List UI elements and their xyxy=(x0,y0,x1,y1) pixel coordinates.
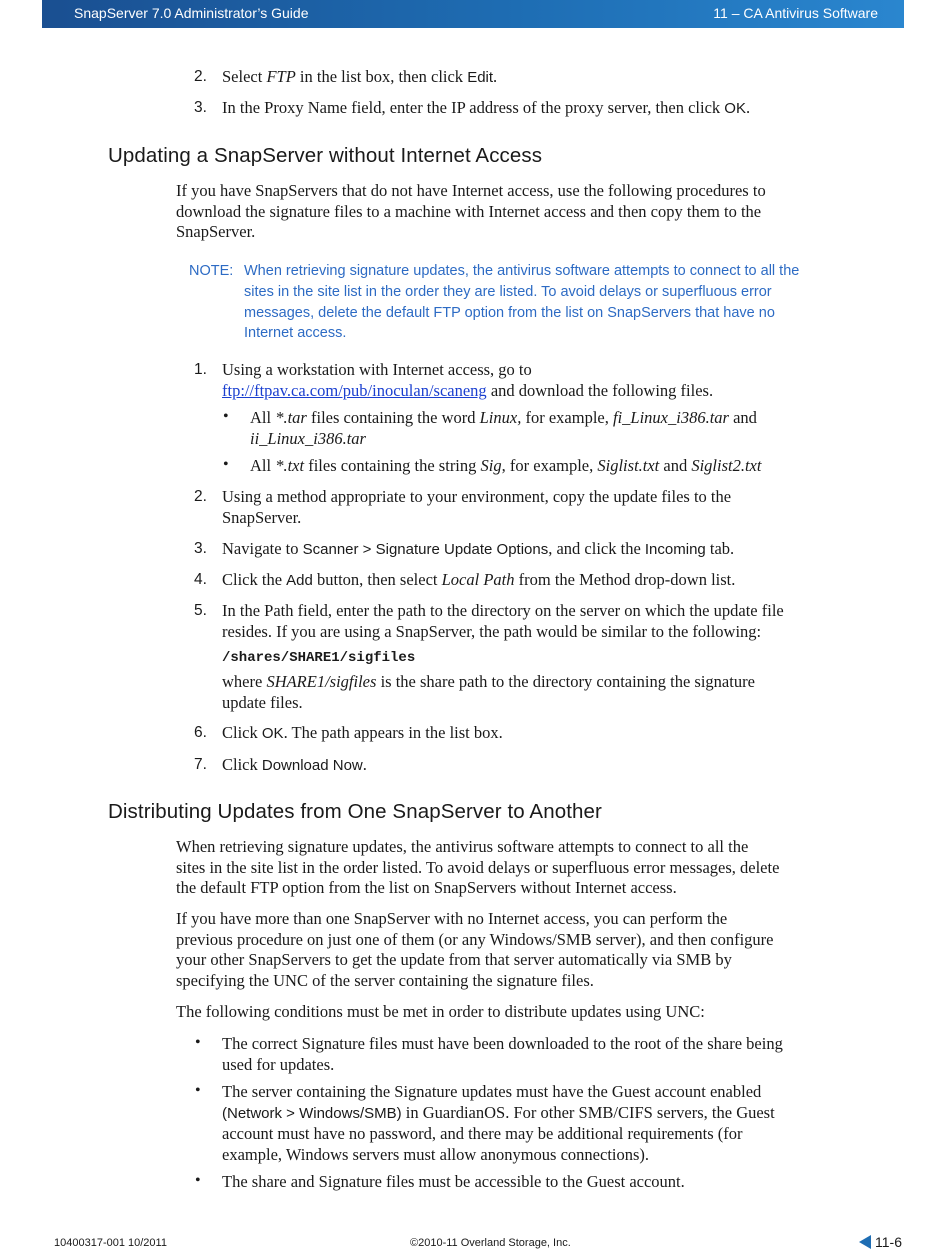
download-now-ui-label: Download Now xyxy=(261,757,363,774)
section2-paragraph-2: If you have more than one SnapServer with no Internet access, you can perform the previous procedure on just one of them (or any Windows/SMB server), and then configure your other SnapServers to get the update from that server automatically via SMB by specifying the UNC of the server containing the signature files. xyxy=(176,909,774,990)
footer-page-nav xyxy=(859,1234,902,1250)
scanner-signature-options-ui-label: Scanner > Signature Update Options xyxy=(302,541,549,558)
footer-copyright: ©2010-11 Overland Storage, Inc. xyxy=(410,1237,571,1249)
intro-step-2: Select FTP in the list box, then click Edit. xyxy=(222,67,498,86)
network-windows-smb-ui-label: (Network > Windows/SMB) xyxy=(222,1104,402,1122)
page-number: 11-6 xyxy=(875,1234,902,1250)
bullet-marker: • xyxy=(195,1082,201,1099)
step-number: 1. xyxy=(194,361,207,378)
condition-bullet-1: The correct Signature files must have been downloaded to the root of the share being used for updates. xyxy=(222,1034,783,1074)
header-chapter-title: 11 – CA Antivirus Software xyxy=(713,5,878,21)
note-text: When retrieving signature updates, the antivirus software attempts to connect to all the sites in the site list in the order they are listed. To avoid delays or superfluous error messages, delete the default FTP option from the list on SnapServers that have no Internet access. xyxy=(244,263,800,342)
procedure-step-2: Using a method appropriate to your environment, copy the update files to the SnapServer. xyxy=(222,487,732,527)
ok-ui-label: OK xyxy=(261,725,284,742)
edit-ui-label: Edit xyxy=(467,69,494,86)
add-button-ui-label: Add xyxy=(286,572,313,589)
footer-document-number: 10400317-001 10/2011 xyxy=(54,1237,167,1249)
bullet-marker: • xyxy=(223,456,229,473)
step-number: 3. xyxy=(194,99,207,116)
step-number: 2. xyxy=(194,68,207,85)
incoming-tab-ui-label: Incoming xyxy=(644,541,706,558)
step-number: 4. xyxy=(194,571,207,588)
procedure-step-4: Click the Add button, then select Local Path from the Method drop-down list. xyxy=(222,570,736,589)
step-number: 3. xyxy=(194,540,207,557)
step-number: 2. xyxy=(194,488,207,505)
header-guide-title: SnapServer 7.0 Administrator’s Guide xyxy=(74,5,309,21)
page-header-bar xyxy=(42,0,904,28)
bullet-tar-files: All *.tar files containing the word Linux, for example, fi_Linux_i386.tar and ii_Linux_i386.tar xyxy=(250,408,757,448)
back-arrow-icon[interactable] xyxy=(859,1235,871,1249)
bullet-txt-files: All *.txt files containing the string Sig, for example, Siglist.txt and Siglist2.txt xyxy=(250,456,762,475)
section1-intro-paragraph: If you have SnapServers that do not have Internet access, use the following procedures to download the signature files to a machine with Internet access and then copy them to the SnapServer. xyxy=(176,181,766,241)
intro-step-3: In the Proxy Name field, enter the IP address of the proxy server, then click OK. xyxy=(222,98,751,117)
sigfiles-path-code: /shares/SHARE1/sigfiles xyxy=(222,650,416,666)
procedure-step-6: Click OK. The path appears in the list box. xyxy=(222,723,503,742)
ok-ui-label: OK xyxy=(724,100,746,117)
bullet-marker: • xyxy=(195,1172,201,1189)
step-number: 5. xyxy=(194,602,207,619)
section-heading-distributing-updates: Distributing Updates from One SnapServer to Another xyxy=(108,800,602,823)
procedure-step-1: Using a workstation with Internet access, go to ftp://ftpav.ca.com/pub/inoculan/scaneng and download the following files. xyxy=(222,360,714,400)
ftp-download-link[interactable]: ftp://ftpav.ca.com/pub/inoculan/scaneng xyxy=(222,380,487,400)
procedure-step-5: In the Path field, enter the path to the directory on the server on which the update file resides. If you are using a SnapServer, the path would be similar to the following: xyxy=(222,601,784,641)
condition-bullet-3: The share and Signature files must be accessible to the Guest account. xyxy=(222,1172,685,1191)
step-5-where-text: where SHARE1/sigfiles is the share path to the directory containing the signature update files. xyxy=(222,672,755,712)
section2-paragraph-1: When retrieving signature updates, the antivirus software attempts to connect to all the sites in the site list in the order listed. To avoid delays or superfluous error messages, delete the default FTP option from the list on SnapServers without Internet access. xyxy=(176,837,780,897)
section2-paragraph-3: The following conditions must be met in order to distribute updates using UNC: xyxy=(176,1002,705,1021)
step-number: 6. xyxy=(194,724,207,741)
section-heading-updating-without-internet: Updating a SnapServer without Internet Access xyxy=(108,144,543,167)
bullet-marker: • xyxy=(195,1034,201,1051)
procedure-step-3: Navigate to Scanner > Signature Update Options, and click the Incoming tab. xyxy=(222,539,735,558)
condition-bullet-2: The server containing the Signature updates must have the Guest account enabled (Network > Windows/SMB) in GuardianOS. For other SMB/CIFS servers, the Guest account must have no password, and there may be additional requirements (for example, Windows servers must allow anonymous connections). xyxy=(222,1082,775,1164)
note-label: NOTE: xyxy=(189,263,234,279)
bullet-marker: • xyxy=(223,408,229,425)
step-number: 7. xyxy=(194,756,207,773)
procedure-step-7: Click Download Now. xyxy=(222,755,367,774)
